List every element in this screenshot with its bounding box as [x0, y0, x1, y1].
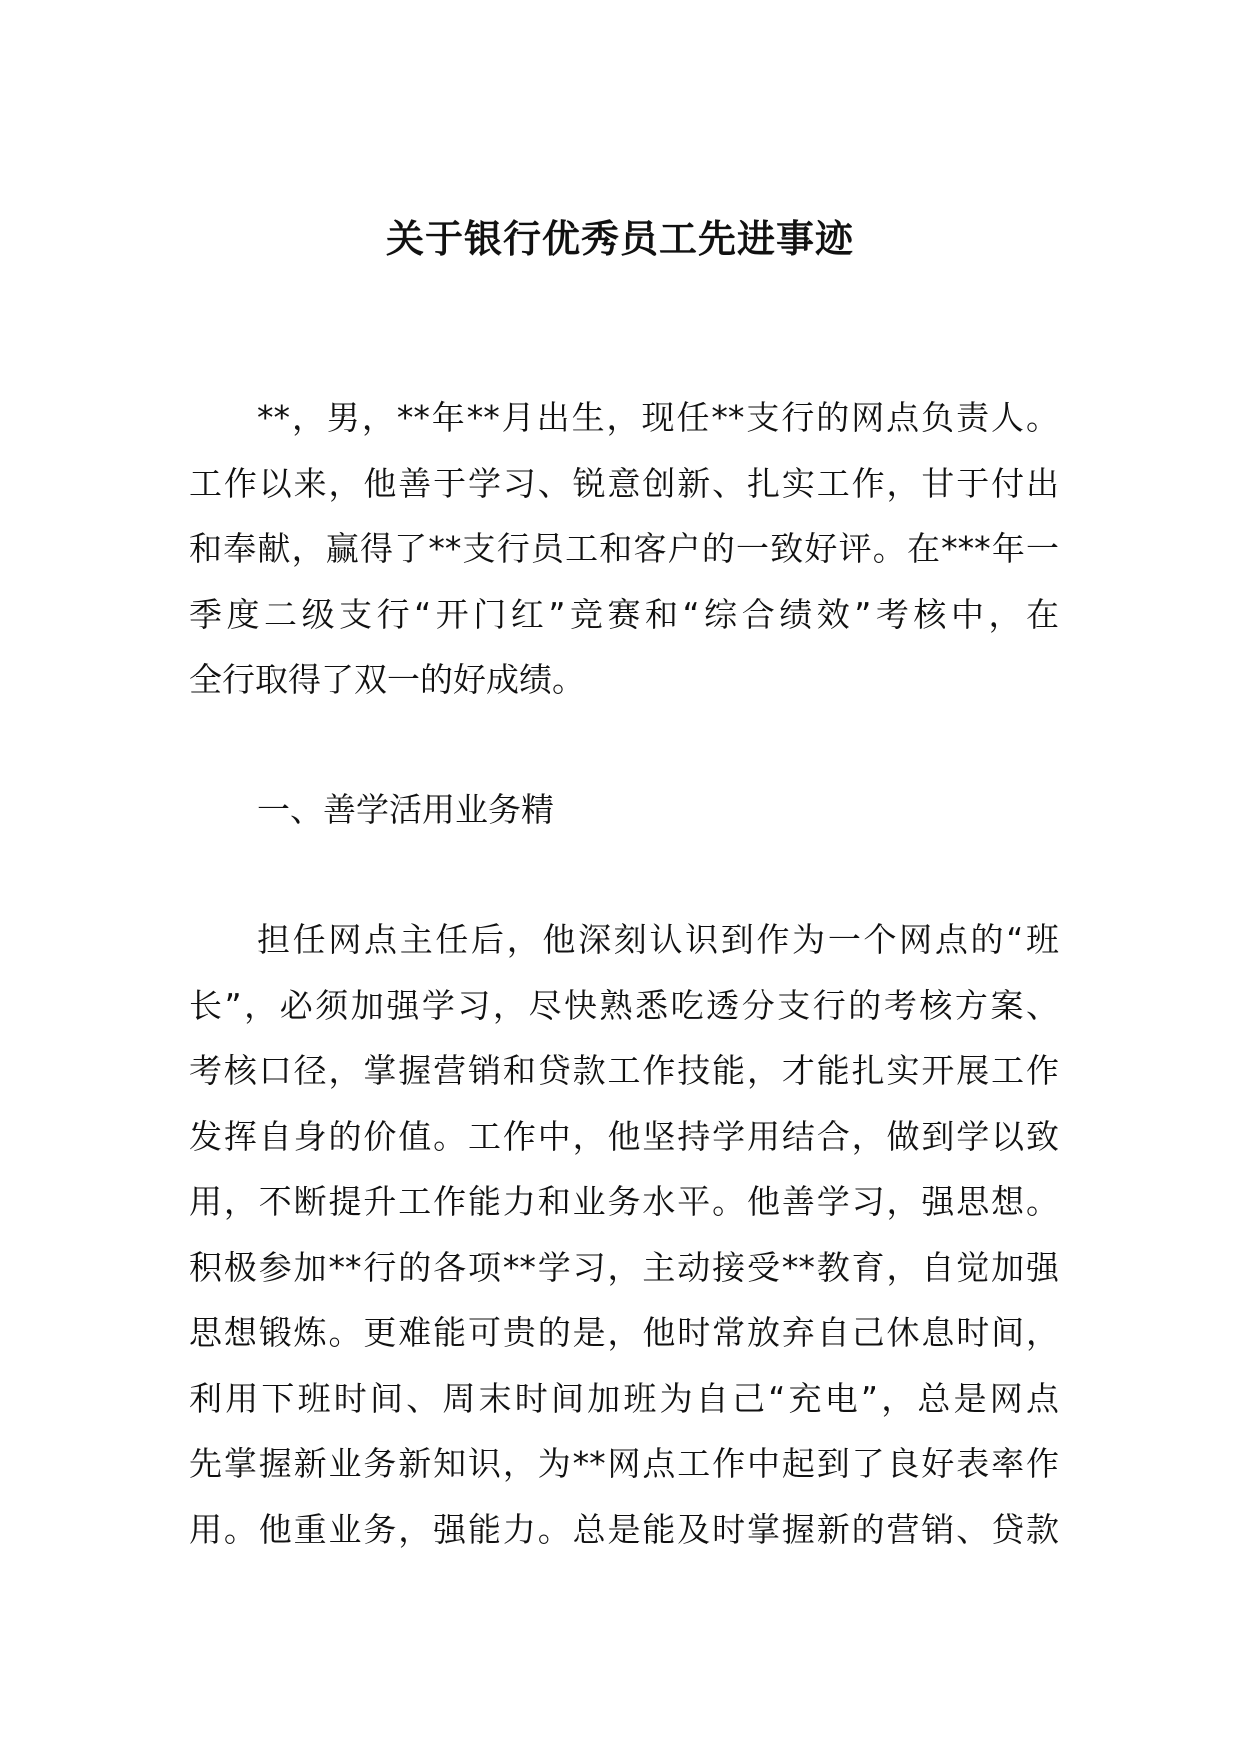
- text-line: 担任网点主任后，他深刻认识到作为一个网点的“班: [257, 920, 1059, 959]
- text-line: 全行取得了双一的好成绩。: [189, 660, 585, 699]
- text-line: 和奉献，赢得了**支行员工和客户的一致好评。在***年一: [189, 529, 1059, 568]
- text-line: 用。他重业务，强能力。总是能及时掌握新的营销、贷款: [189, 1509, 1059, 1549]
- text-line: 利用下班时间、周末时间加班为自己“充电”，总是网点: [189, 1378, 1059, 1418]
- document-title: 关于银行优秀员工先进事迹: [385, 217, 854, 261]
- paragraph-study: [189, 907, 1059, 1562]
- text-line: 发挥自身的价值。工作中，他坚持学用结合，做到学以致: [189, 1116, 1059, 1156]
- text-line: 先掌握新业务新知识，为**网点工作中起到了良好表率作: [189, 1444, 1059, 1483]
- text-line: 用，不断提升工作能力和业务水平。他善学习，强思想。: [189, 1182, 1059, 1221]
- text-line: 积极参加**行的各项**学习，主动接受**教育，自觉加强: [189, 1247, 1059, 1287]
- text-line: 考核口径，掌握营销和贷款工作技能，才能扎实开展工作: [189, 1051, 1059, 1090]
- section-heading: 一、善学活用业务精: [257, 790, 554, 829]
- section-heading-block: [189, 777, 1059, 843]
- paragraph-intro: [189, 385, 1059, 713]
- text-line: **，男，**年**月出生，现任**支行的网点负责人。: [257, 398, 1059, 437]
- text-line: 季度二级支行“开门红”竞赛和“综合绩效”考核中，在: [189, 594, 1059, 634]
- text-line: 长”，必须加强学习，尽快熟悉吃透分支行的考核方案、: [189, 985, 1059, 1025]
- text-line: 工作以来，他善于学习、锐意创新、扎实工作，甘于付出: [189, 463, 1059, 503]
- text-line: 思想锻炼。更难能可贵的是，他时常放弃自己休息时间，: [189, 1313, 1059, 1352]
